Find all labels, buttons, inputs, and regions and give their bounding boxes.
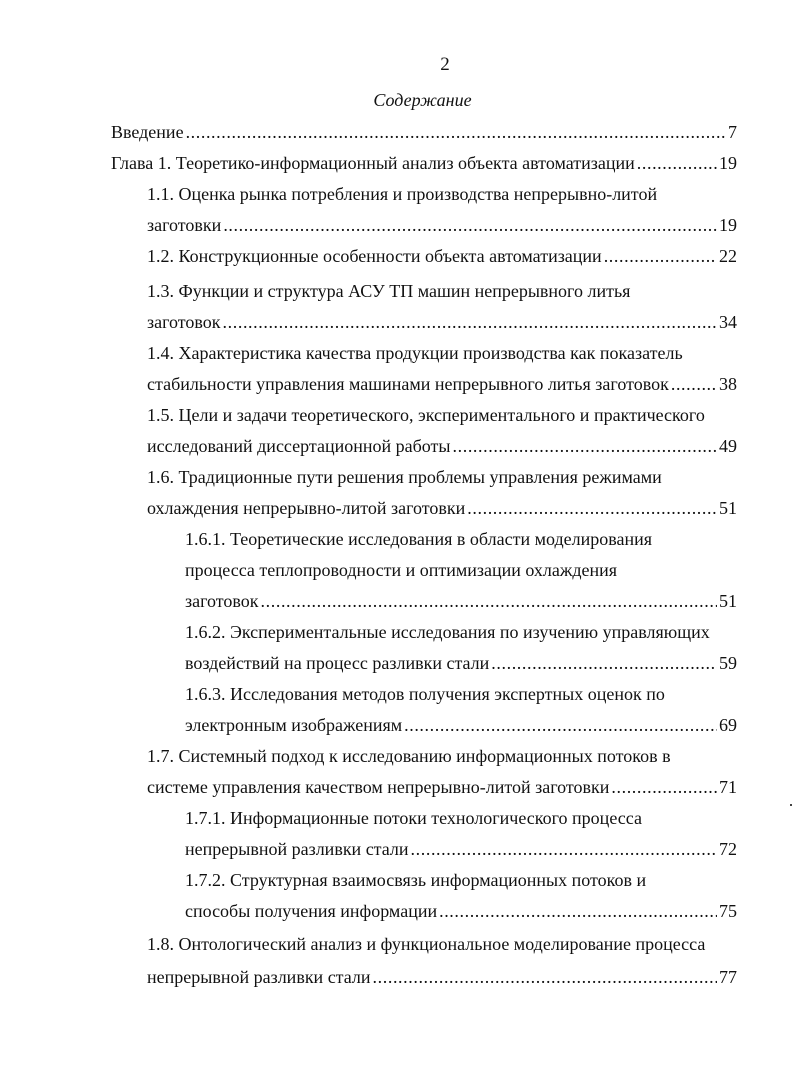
leader-dots xyxy=(223,213,717,237)
toc-entry-1-6-3[interactable]: электронным изображениям ..... 69 xyxy=(185,713,737,737)
toc-entry-1-6-1-line2[interactable]: процесса теплопроводности и оптимизации охлаждения xyxy=(185,560,618,580)
leader-dots xyxy=(404,713,717,737)
leader-dots xyxy=(186,120,726,144)
toc-entry-1-8-line1[interactable]: 1.8. Онтологический анализ и функциональное моделирование процесса xyxy=(147,934,706,954)
page-ref: 19 xyxy=(719,215,737,235)
page-ref: 7 xyxy=(728,122,737,142)
page-ref: 51 xyxy=(719,498,737,518)
toc-entry-1-7-2[interactable]: способы получения информации ..... 75 xyxy=(185,899,737,923)
page-ref: 75 xyxy=(719,901,737,921)
page-ref: 34 xyxy=(719,312,737,332)
toc-entry-1-6[interactable]: охлаждения непрерывно-литой заготовки ..... 51 xyxy=(147,496,737,520)
toc-entry-1-1-line1[interactable]: 1.1. Оценка рынка потребления и производства непрерывно-литой xyxy=(147,184,658,204)
leader-dots xyxy=(411,837,717,861)
toc-entry-1-7-1[interactable]: непрерывной разливки стали ..... 72 xyxy=(185,837,737,861)
toc-entry-1-5-line1[interactable]: 1.5. Цели и задачи теоретического, экспериментального и практического xyxy=(147,405,705,425)
page-ref: 71 xyxy=(719,777,737,797)
leader-dots xyxy=(637,151,717,175)
leader-dots xyxy=(611,775,717,799)
toc-title: Содержание xyxy=(373,90,472,110)
page-ref: 49 xyxy=(719,436,737,456)
page-ref: 19 xyxy=(719,153,737,173)
leader-dots xyxy=(439,899,717,923)
toc-entry-1-7-line1[interactable]: 1.7. Системный подход к исследованию информационных потоков в xyxy=(147,746,671,766)
page-ref: 38 xyxy=(719,374,737,394)
page-number: 2 xyxy=(440,54,450,75)
toc-entry-1-6-line1[interactable]: 1.6. Традиционные пути решения проблемы управления режимами xyxy=(147,467,662,487)
toc-entry-chapter-1[interactable]: Глава 1. Теоретико-информационный анализ объекта автоматизации ..... 19 xyxy=(111,151,737,175)
toc-entry-1-6-2-line1[interactable]: 1.6.2. Экспериментальные исследования по изучению управляющих xyxy=(185,622,710,642)
leader-dots xyxy=(373,965,717,989)
page-ref: 22 xyxy=(719,246,737,266)
toc-entry-1-2[interactable]: 1.2. Конструкционные особенности объекта автоматизации ..... 22 xyxy=(147,244,737,268)
toc-entry-1-7-1-line1[interactable]: 1.7.1. Информационные потоки технологического процесса xyxy=(185,808,642,828)
leader-dots xyxy=(467,496,717,520)
page-ref: 72 xyxy=(719,839,737,859)
scan-speck xyxy=(790,804,792,806)
page-ref: 51 xyxy=(719,591,737,611)
toc-entry-1-3[interactable]: заготовок ..... 34 xyxy=(147,310,737,334)
toc-entry-1-5[interactable]: исследований диссертационной работы ..... 49 xyxy=(147,434,737,458)
toc-entry-1-7-2-line1[interactable]: 1.7.2. Структурная взаимосвязь информационных потоков и xyxy=(185,870,647,890)
leader-dots xyxy=(491,651,717,675)
toc-entry-1-3-line1[interactable]: 1.3. Функции и структура АСУ ТП машин непрерывного литья xyxy=(147,281,631,301)
toc-entry-1-8[interactable]: непрерывной разливки стали ..... 77 xyxy=(147,965,737,989)
toc-entry-intro[interactable]: Введение ..... 7 xyxy=(111,120,737,144)
toc-entry-1-6-3-line1[interactable]: 1.6.3. Исследования методов получения экспертных оценок по xyxy=(185,684,665,704)
toc-entry-1-4[interactable]: стабильности управления машинами непрерывного литья заготовок ..... 38 xyxy=(147,372,737,396)
leader-dots xyxy=(604,244,717,268)
toc-entry-1-4-line1[interactable]: 1.4. Характеристика качества продукции производства как показатель xyxy=(147,343,683,363)
leader-dots xyxy=(453,434,717,458)
page-ref: 59 xyxy=(719,653,737,673)
leader-dots xyxy=(223,310,717,334)
toc-entry-1-6-2[interactable]: воздействий на процесс разливки стали ..... 59 xyxy=(185,651,737,675)
toc-entry-1-1[interactable]: заготовки ..... 19 xyxy=(147,213,737,237)
toc-entry-1-6-1[interactable]: заготовок ..... 51 xyxy=(185,589,737,613)
toc-entry-1-6-1-line1[interactable]: 1.6.1. Теоретические исследования в области моделирования xyxy=(185,529,653,549)
page-ref: 77 xyxy=(719,967,737,987)
toc-entry-1-7[interactable]: системе управления качеством непрерывно-литой заготовки ..... 71 xyxy=(147,775,737,799)
leader-dots xyxy=(261,589,717,613)
leader-dots xyxy=(671,372,717,396)
page-ref: 69 xyxy=(719,715,737,735)
